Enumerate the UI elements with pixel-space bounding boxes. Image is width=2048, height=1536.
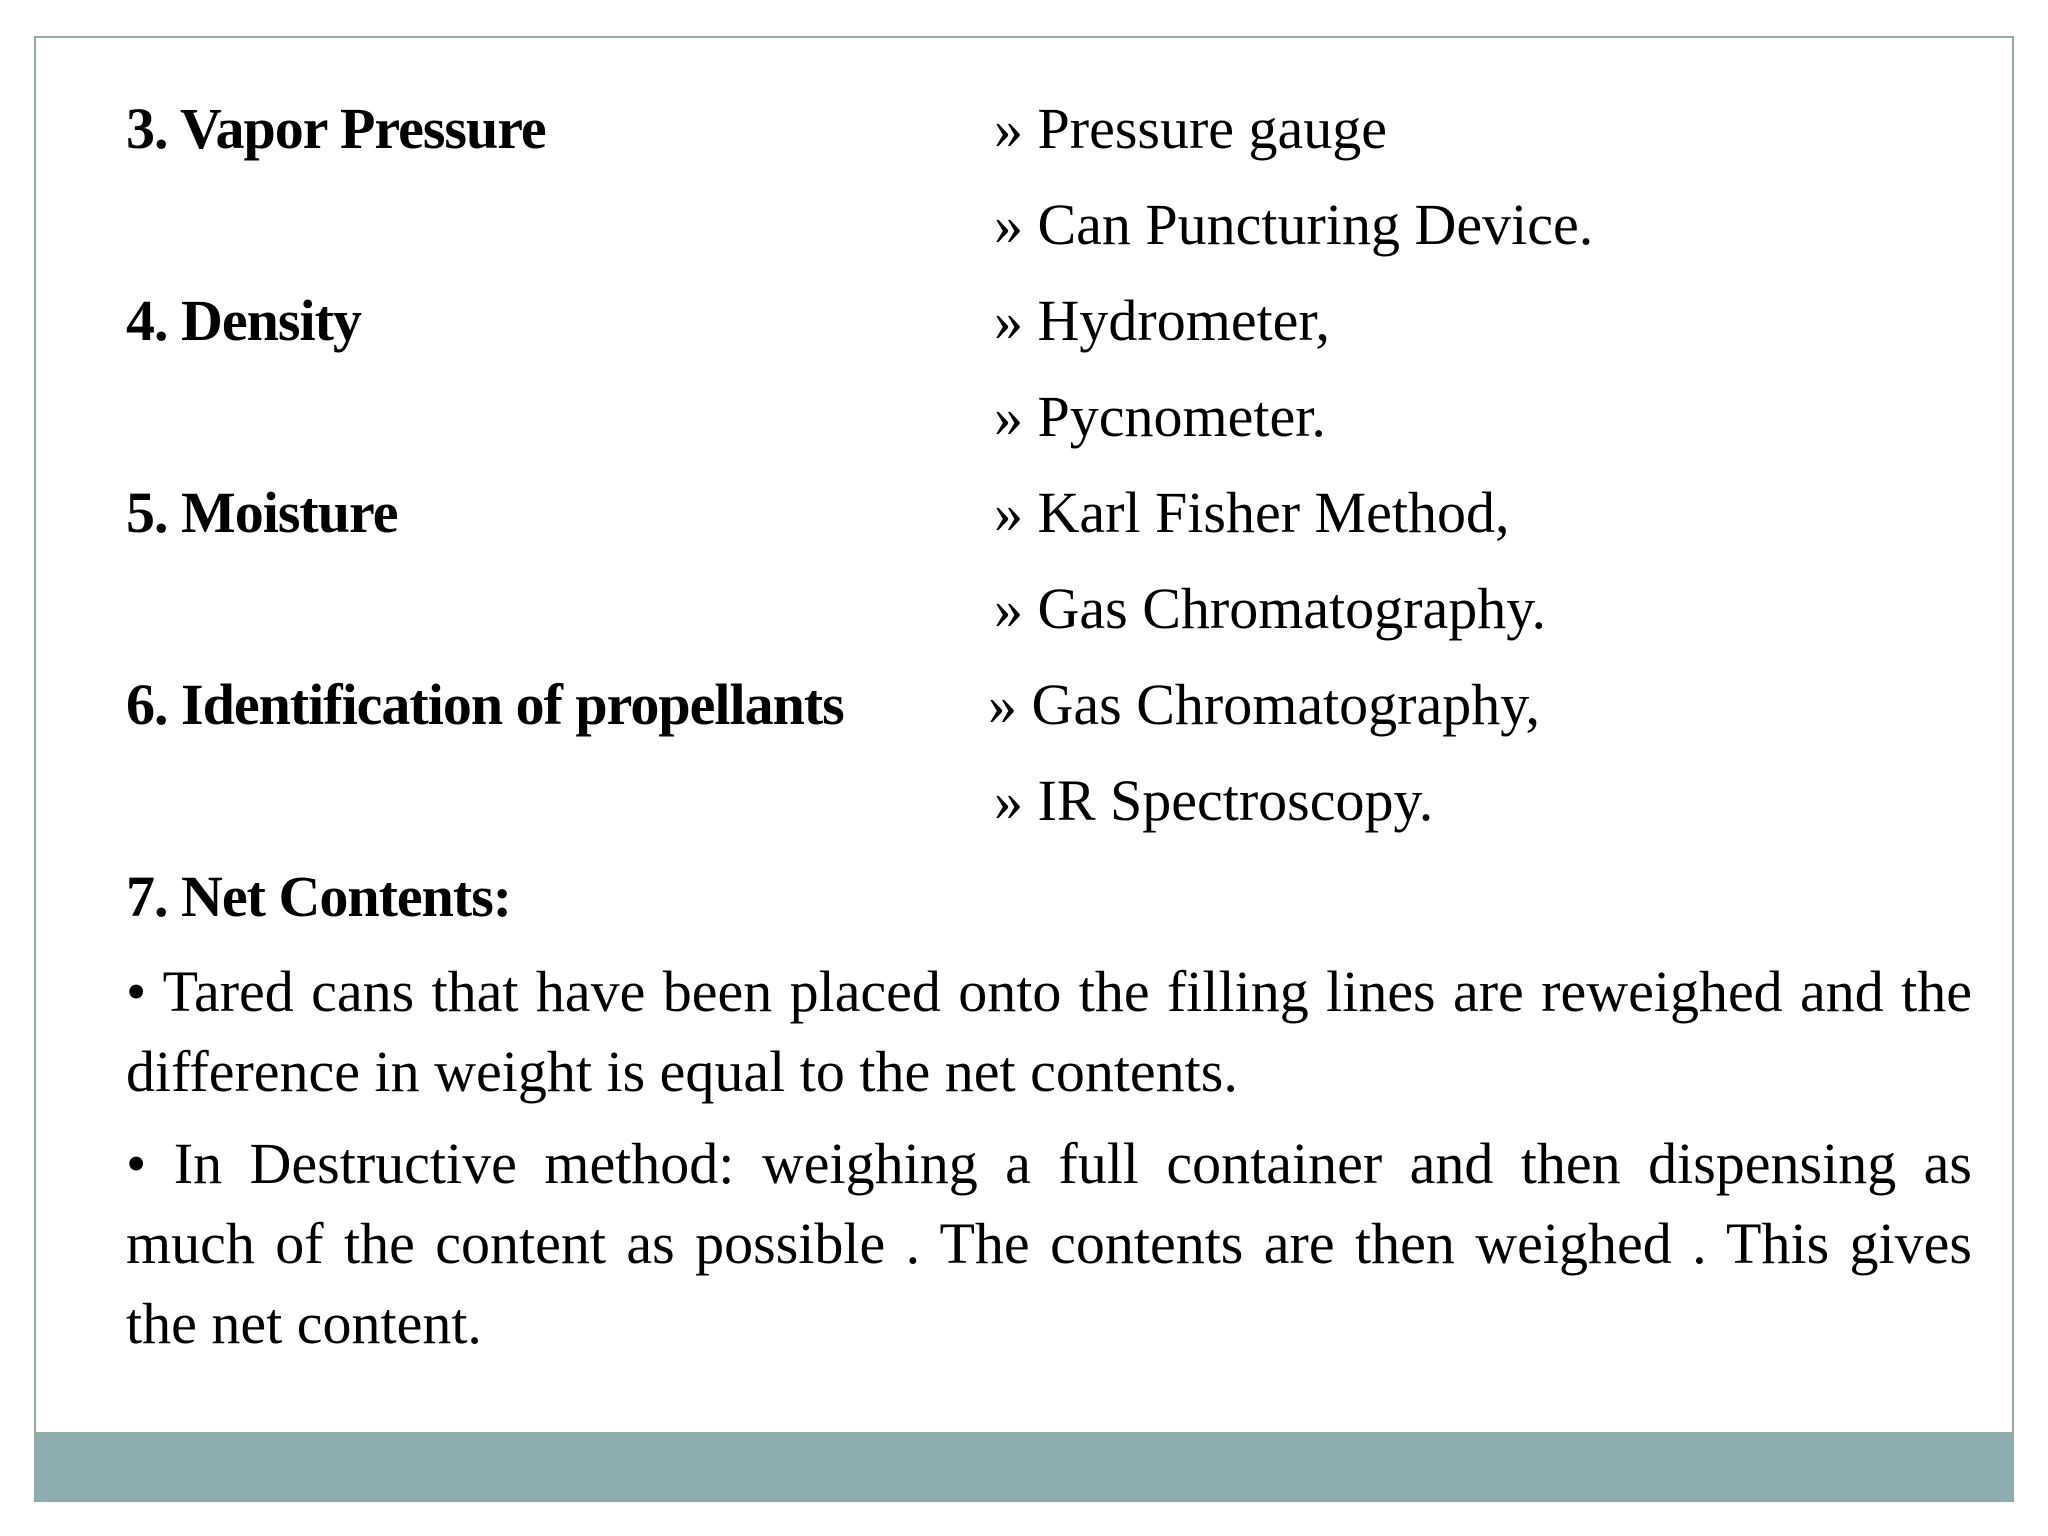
parameter-label: 3. Vapor Pressure [126, 96, 546, 161]
slide [34, 36, 2014, 1502]
parameter-label: 4. Density [126, 288, 361, 353]
method-label: » Gas Chromatography. [994, 576, 1546, 641]
method-label: » Karl Fisher Method, [994, 480, 1510, 545]
method-label: » Pressure gauge [994, 96, 1388, 161]
net-contents-heading: 7. Net Contents: [126, 864, 512, 929]
method-label: » Can Puncturing Device. [994, 192, 1594, 257]
parameter-label: 6. Identification of propellants [126, 672, 844, 737]
method-label: » Pycnometer. [994, 384, 1326, 449]
net-contents-bullet: • Tared cans that have been placed onto the filling lines are reweighed and the difference in weight is equal to the net contents. [126, 959, 1972, 1104]
method-label: » IR Spectroscopy. [994, 768, 1434, 833]
footer-bar [36, 1432, 2012, 1500]
net-contents-bullet: • In Destructive method: weighing a full container and then dispensing as much of the content as possible . The contents are then weighed . This gives the net content. [126, 1131, 1972, 1356]
parameter-label: 5. Moisture [126, 480, 398, 545]
method-label: » Hydrometer, [994, 288, 1330, 353]
method-label: » Gas Chromatography, [988, 672, 1540, 737]
